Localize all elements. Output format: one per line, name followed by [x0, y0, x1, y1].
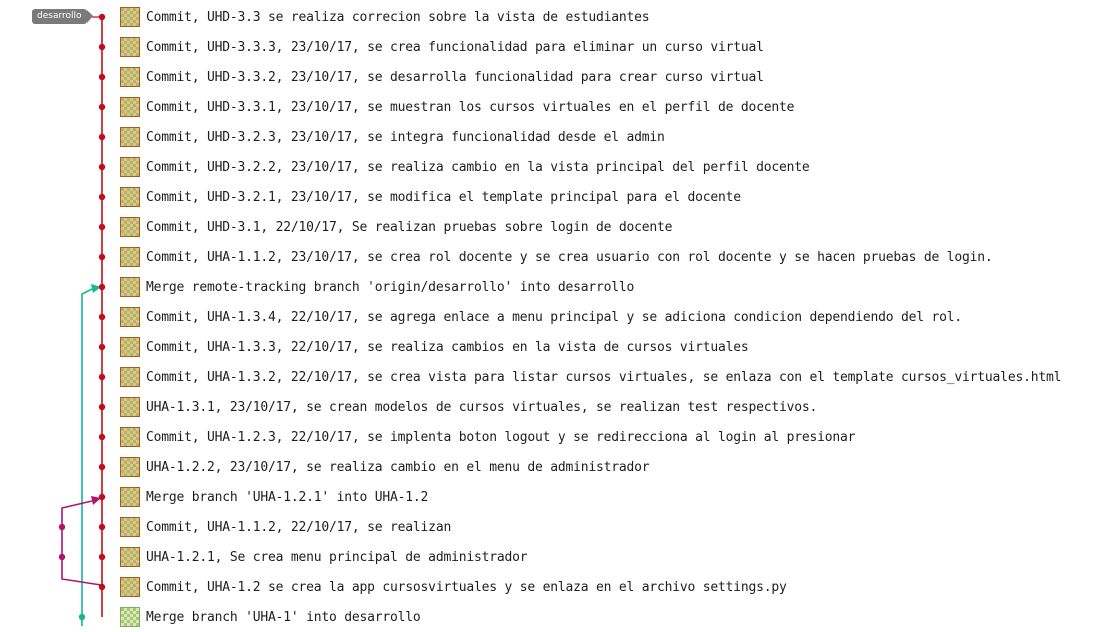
author-avatar: [120, 517, 140, 537]
author-avatar: [120, 427, 140, 447]
author-avatar: [120, 127, 140, 147]
commit-node: [99, 494, 105, 500]
commit-node: [99, 254, 105, 260]
commit-row[interactable]: [120, 602, 1113, 632]
commit-node: [99, 224, 105, 230]
commit-node: [99, 74, 105, 80]
author-avatar: [120, 7, 140, 27]
author-avatar: [120, 457, 140, 477]
author-avatar: [120, 157, 140, 177]
commit-node: [99, 104, 105, 110]
commit-row[interactable]: [120, 122, 1113, 152]
commit-message: Commit, UHA-1.1.2, 22/10/17, se realizan: [146, 519, 452, 535]
commit-message: Commit, UHD-3.3.2, 23/10/17, se desarrolla funcionalidad para crear curso virtual: [146, 69, 764, 85]
commit-node: [99, 344, 105, 350]
commit-row[interactable]: [120, 422, 1113, 452]
author-avatar: [120, 577, 140, 597]
feature-lane-node: [59, 554, 65, 560]
author-avatar: [120, 367, 140, 387]
commit-row[interactable]: [120, 32, 1113, 62]
commit-node: [99, 14, 105, 20]
commit-node: [99, 464, 105, 470]
commit-message: Merge remote-tracking branch 'origin/desarrollo' into desarrollo: [146, 279, 635, 295]
commit-message: UHA-1.2.1, Se crea menu principal de administrador: [146, 549, 528, 565]
commit-row[interactable]: [120, 362, 1113, 392]
commit-message: UHA-1.3.1, 23/10/17, se crean modelos de cursos virtuales, se realizan test respectivos.: [146, 399, 818, 415]
commit-message: Commit, UHD-3.2.3, 23/10/17, se integra funcionalidad desde el admin: [146, 129, 665, 145]
author-avatar: [120, 397, 140, 417]
commit-message: Merge branch 'UHA-1.2.1' into UHA-1.2: [146, 489, 429, 505]
commit-row[interactable]: [120, 452, 1113, 482]
commit-node: [99, 44, 105, 50]
commit-row[interactable]: [120, 392, 1113, 422]
commit-row[interactable]: [120, 512, 1113, 542]
commit-graph: [0, 0, 120, 626]
commit-row[interactable]: [120, 212, 1113, 242]
commit-row[interactable]: [120, 182, 1113, 212]
commit-node: [99, 134, 105, 140]
branch-label-desarrollo[interactable]: desarrollo: [32, 9, 87, 24]
author-avatar: [120, 97, 140, 117]
commit-row[interactable]: [120, 542, 1113, 572]
commit-message: Commit, UHD-3.3.3, 23/10/17, se crea funcionalidad para eliminar un curso virtual: [146, 39, 764, 55]
feature-lane-node: [59, 524, 65, 530]
author-avatar: [120, 37, 140, 57]
author-avatar: [120, 277, 140, 297]
commit-node: [99, 584, 105, 590]
commit-row[interactable]: [120, 62, 1113, 92]
author-avatar: [120, 187, 140, 207]
commit-row[interactable]: [120, 152, 1113, 182]
commit-node: [99, 434, 105, 440]
merge-lane-node: [79, 614, 85, 620]
commit-row[interactable]: [120, 2, 1113, 32]
commit-row[interactable]: [120, 482, 1113, 512]
commit-row[interactable]: [120, 572, 1113, 602]
merge-lane-line: [82, 289, 92, 626]
author-avatar: [120, 487, 140, 507]
author-avatar: [120, 217, 140, 237]
commit-node: [99, 374, 105, 380]
commit-message: Commit, UHD-3.3 se realiza correcion sobre la vista de estudiantes: [146, 9, 650, 25]
commit-row[interactable]: [120, 332, 1113, 362]
commit-message: Commit, UHD-3.2.1, 23/10/17, se modifica el template principal para el docente: [146, 189, 741, 205]
author-avatar: [120, 337, 140, 357]
commit-message: Commit, UHA-1.1.2, 23/10/17, se crea rol docente y se crea usuario con rol docente y se hacen pruebas de login.: [146, 249, 993, 265]
commit-row[interactable]: [120, 302, 1113, 332]
commit-message: Commit, UHA-1.3.3, 22/10/17, se realiza cambios en la vista de cursos virtuales: [146, 339, 749, 355]
commit-message: UHA-1.2.2, 23/10/17, se realiza cambio en el menu de administrador: [146, 459, 650, 475]
commit-message: Commit, UHD-3.2.2, 23/10/17, se realiza cambio en la vista principal del perfil docente: [146, 159, 810, 175]
commit-row[interactable]: [120, 272, 1113, 302]
author-avatar: [120, 307, 140, 327]
commit-node: [99, 554, 105, 560]
commit-message: Commit, UHA-1.3.4, 22/10/17, se agrega enlace a menu principal y se adiciona condicion dependiendo del rol.: [146, 309, 963, 325]
commit-message: Commit, UHD-3.1, 22/10/17, Se realizan pruebas sobre login de docente: [146, 219, 673, 235]
commit-node: [99, 524, 105, 530]
commit-node: [99, 404, 105, 410]
commit-node: [99, 314, 105, 320]
commit-message: Commit, UHA-1.3.2, 22/10/17, se crea vista para listar cursos virtuales, se enlaza con el template cursos_virtuales.html: [146, 369, 1062, 385]
commit-message: Commit, UHD-3.3.1, 23/10/17, se muestran los cursos virtuales en el perfil de docente: [146, 99, 795, 115]
author-avatar: [120, 547, 140, 567]
author-avatar: [120, 247, 140, 267]
commit-row[interactable]: [120, 92, 1113, 122]
commit-message: Commit, UHA-1.2 se crea la app cursosvirtuales y se enlaza en el archivo settings.py: [146, 579, 787, 595]
commit-node: [99, 194, 105, 200]
commit-message: Merge branch 'UHA-1' into desarrollo: [146, 609, 421, 625]
commit-row[interactable]: [120, 242, 1113, 272]
author-avatar: [120, 607, 140, 627]
commit-node: [99, 164, 105, 170]
commit-node: [99, 284, 105, 290]
commit-message: Commit, UHA-1.2.3, 22/10/17, se implenta boton logout y se redirecciona al login al presionar: [146, 429, 856, 445]
author-avatar: [120, 67, 140, 87]
